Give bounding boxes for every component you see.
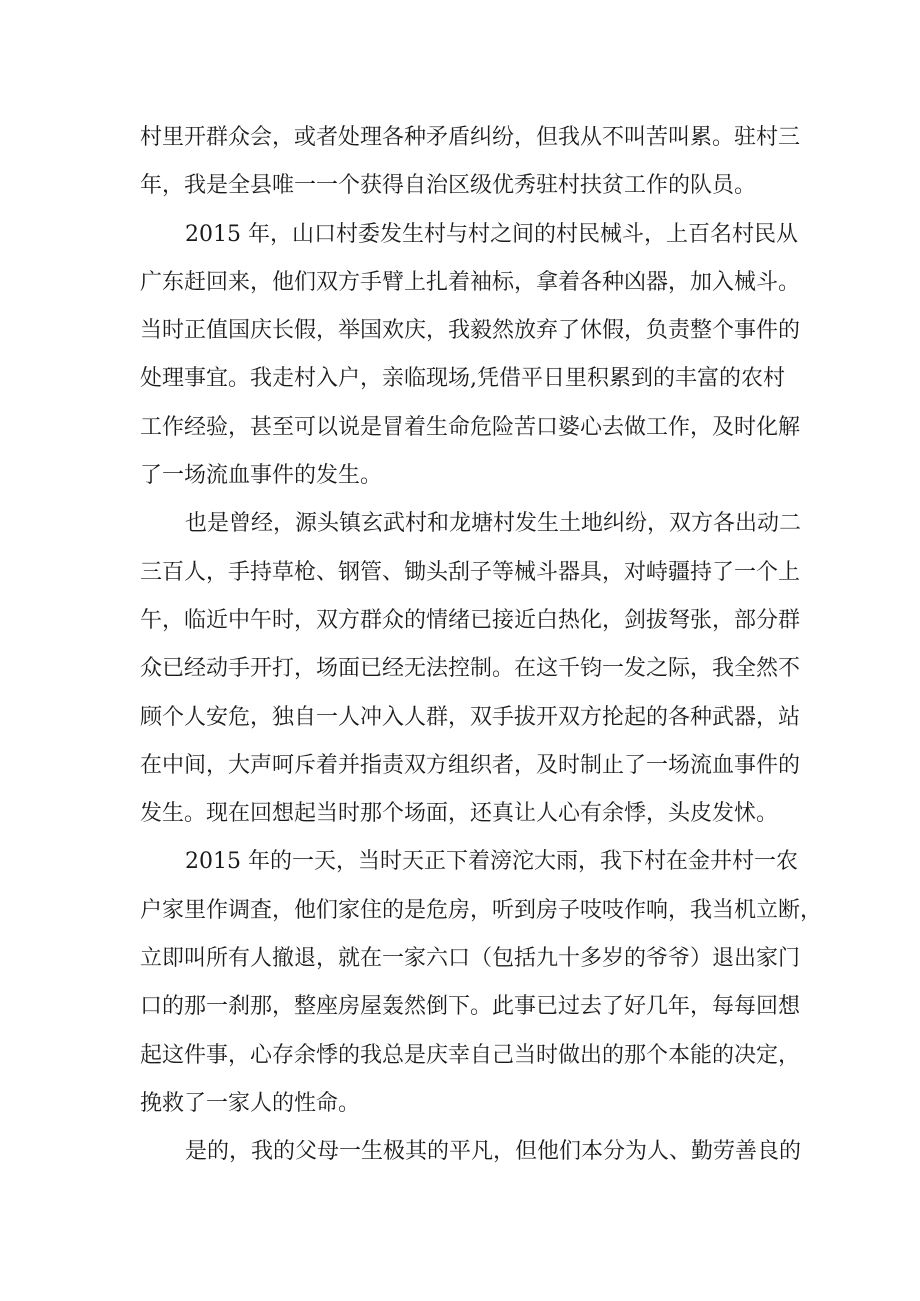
text-line: 广东赶回来，他们双方手臂上扎着袖标，拿着各种凶器，加入械斗。 xyxy=(140,269,801,295)
text-line: 2015 年，山口村委发生村与村之间的村民械斗，上百名村民从 xyxy=(185,221,798,247)
text-line: 年，我是全县唯一一个获得自治区级优秀驻村扶贫工作的队员。 xyxy=(140,173,757,199)
text-line: 了一场流血事件的发生。 xyxy=(140,463,383,489)
text-line: 立即叫所有人撤退，就在一家六口（包括九十多岁的爷爷）退出家门 xyxy=(140,946,801,972)
paragraph-1 xyxy=(140,114,801,211)
paragraph-2 xyxy=(140,211,801,501)
text-line: 顾个人安危，独自一人冲入人群，双手拔开双方抡起的各种武器，站 xyxy=(140,704,801,730)
text-line: 挽救了一家人的性命。 xyxy=(140,1090,361,1116)
text-line: 起这件事，心存余悸的我总是庆幸自己当时做出的那个本能的决定， xyxy=(140,1042,801,1068)
text-line: 当时正值国庆长假，举国欢庆，我毅然放弃了休假，负责整个事件的 xyxy=(140,318,801,344)
text-line: 2015 年的一天，当时天正下着滂沱大雨，我下村在金井村一农 xyxy=(185,849,798,875)
text-line: 口的那一刹那，整座房屋轰然倒下。此事已过去了好几年，每每回想 xyxy=(140,994,801,1020)
paragraph-4 xyxy=(140,838,823,1128)
paragraph-5 xyxy=(140,1128,802,1176)
text-line: 是的，我的父母一生极其的平凡，但他们本分为人、勤劳善良的 xyxy=(185,1139,802,1165)
document-body xyxy=(140,114,823,1177)
text-line: 工作经验，甚至可以说是冒着生命危险苦口婆心去做工作，及时化解 xyxy=(140,414,801,440)
text-line: 处理事宜。我走村入户，亲临现场,凭借平日里积累到的丰富的农村 xyxy=(140,366,785,392)
paragraph-3 xyxy=(140,500,802,838)
text-line: 发生。现在回想起当时那个场面，还真让人心有余悸，头皮发怵。 xyxy=(140,801,779,827)
text-line: 众已经动手开打，场面已经无法控制。在这千钧一发之际，我全然不 xyxy=(140,656,801,682)
text-line: 三百人，手持草枪、钢管、锄头刮子等械斗器具，对峙疆持了一个上 xyxy=(140,559,801,585)
text-line: 村里开群众会，或者处理各种矛盾纠纷，但我从不叫苦叫累。驻村三 xyxy=(140,125,801,150)
text-line: 也是曾经，源头镇玄武村和龙塘村发生土地纠纷，双方各出动二 xyxy=(185,511,802,537)
text-line: 户家里作调査，他们家住的是危房，听到房子吱吱作响，我当机立断， xyxy=(140,897,823,923)
text-line: 在中间，大声呵斥着并指责双方组织者，及时制止了一场流血事件的 xyxy=(140,752,801,778)
text-line: 午，临近中午时，双方群众的情绪已接近白热化，剑拔弩张，部分群 xyxy=(140,607,801,633)
